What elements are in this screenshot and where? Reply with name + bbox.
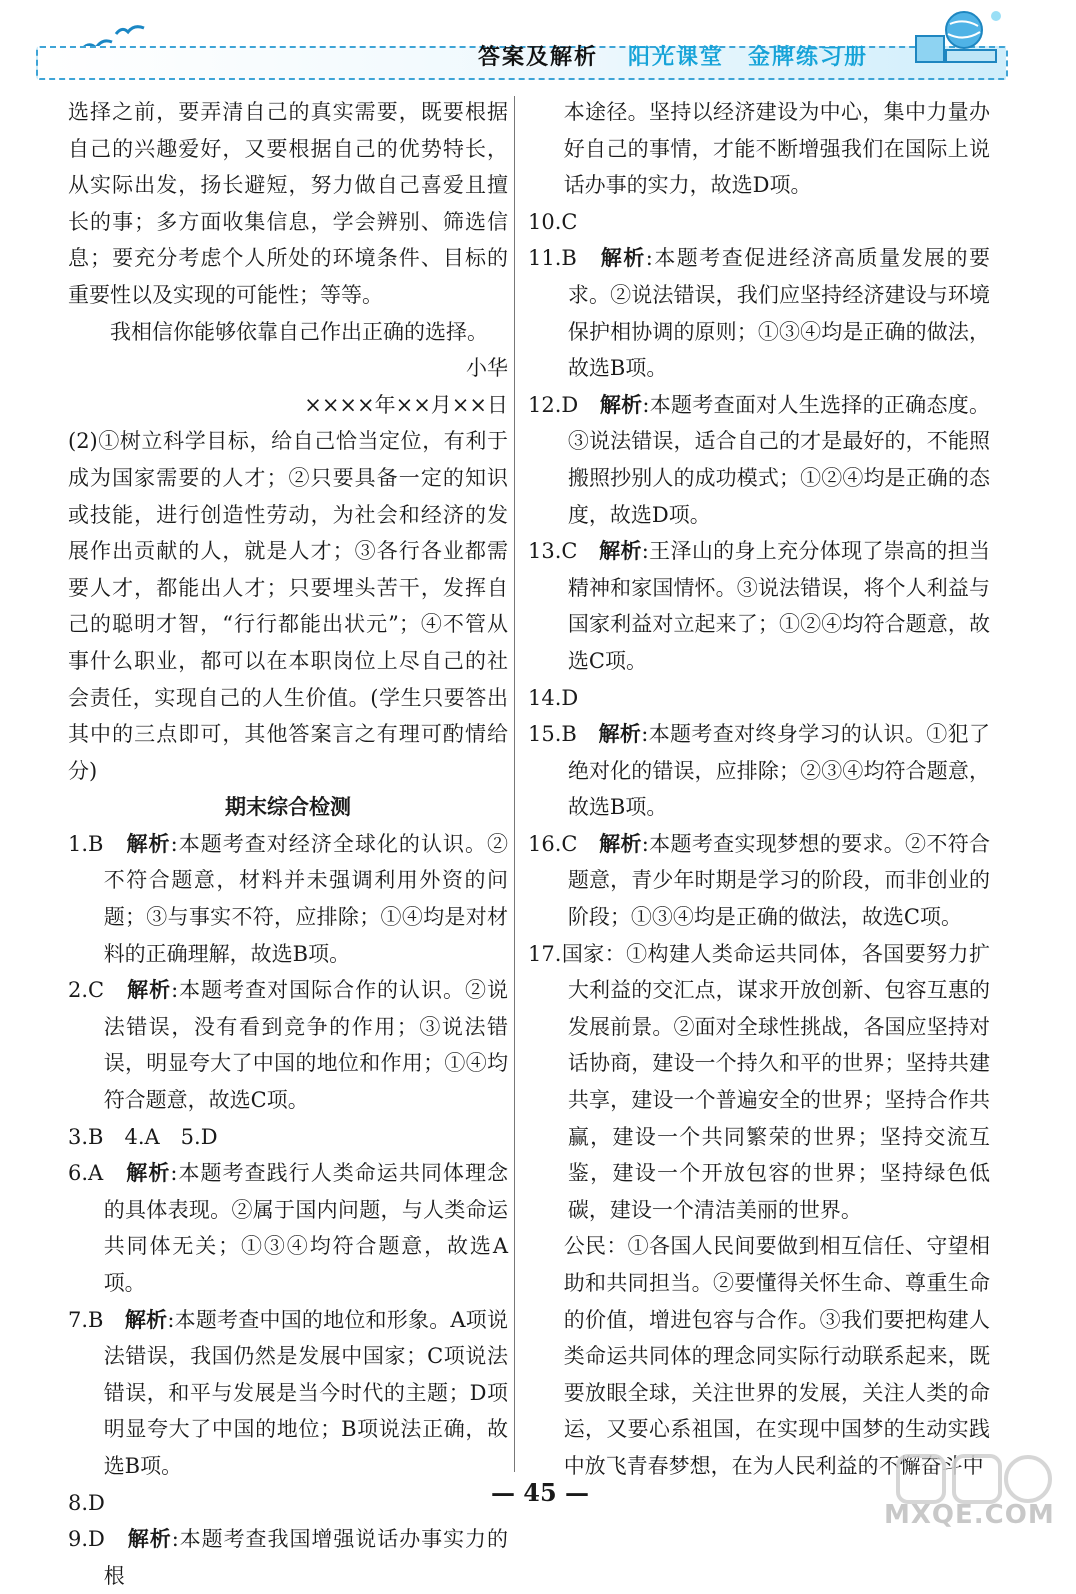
header-brand: 阳光课堂 金牌练习册 bbox=[628, 45, 869, 70]
answer-item: 13.C 解析:王泽山的身上充分体现了崇高的担当精神和家国情怀。③说法错误，将个人利益与国家利益对立起来了；①②④均符合题意，故选C项。 bbox=[528, 538, 991, 673]
answer-item: 12.D 解析:本题考查面对人生选择的正确态度。③说法错误，适合自己的才是最好的，不能照搬照抄别人的成功模式；①②④均是正确的态度，故选D项。 bbox=[528, 391, 991, 527]
section-title: 期末综合检测 bbox=[225, 795, 351, 820]
answer-item: 6.A 解析:本题考查践行人类命运共同体理念的具体表现。②属于国内问题，与人类命运共同体无关；①③④均符合题意，故选A项。 bbox=[68, 1160, 509, 1295]
header-title: 答案及解析 bbox=[478, 45, 599, 70]
answer-continuation: 本途径。坚持以经济建设为中心，集中力量办好自己的事情，才能不断增强我们在国际上说话办事的实力，故选D项。 bbox=[563, 100, 990, 198]
column-divider bbox=[514, 96, 515, 1472]
answer-item-17-country: 17.国家：①构建人类命运共同体，各国要努力扩大利益的交汇点，谋求开放创新、包容互惠的发展前景。②面对全球性挑战，各国应坚持对话协商，建设一个持久和平的世界；坚持共建共享，建设一个普遍安全的世界；坚持合作共赢，建设一个共同繁荣的世界；坚持交流互鉴，建设一个开放包容的世界；坚持绿色低碳，建设一个清洁美丽的世界。 bbox=[528, 941, 990, 1222]
page-header bbox=[0, 0, 1076, 92]
watermark-text: MXQE.COM bbox=[884, 1500, 1055, 1530]
answer-item: 11.B 解析:本题考查促进经济高质量发展的要求。②说法错误，我们应坚持经济建设与环境保护相协调的原则；①③④均是正确的做法，故选B项。 bbox=[528, 245, 991, 381]
answer-item: 15.B 解析:本题考查对终身学习的认识。①犯了绝对化的错误，应排除；②③④均符合题意，故选B项。 bbox=[528, 721, 991, 820]
right-column bbox=[528, 94, 990, 1485]
answer-item: 9.D 解析:本题考查我国增强说话办事实力的根 bbox=[68, 1526, 509, 1588]
answer-item: 7.B 解析:本题考查中国的地位和形象。A项说法错误，我国仍然是发展中国家；C项说法错误，和平与发展是当今时代的主题；D项明显夸大了中国的地位；B项说法正确，故选B项。 bbox=[68, 1306, 509, 1478]
page-number: — 45 — bbox=[490, 1478, 590, 1507]
answer-item: 10.C bbox=[528, 209, 578, 234]
left-column bbox=[68, 94, 508, 1594]
answer-item: 8.D bbox=[68, 1490, 105, 1515]
answer-item-17-citizen: 公民：①各国人民间要做到相互信任、守望相助和共同担当。②要懂得关怀生命、尊重生命的价值，增进包容与合作。③我们要把构建人类命运共同体的理念同实际行动联系起来，既要放眼全球，关注世界的发展，关注人类的命运，又要心系祖国，在实现中国梦的生动实践中放飞青春梦想，在为人民利益的不懈奋斗中 bbox=[563, 1234, 990, 1478]
globe-icon bbox=[906, 6, 1006, 68]
answer-item: 14.D bbox=[528, 685, 579, 710]
essay-closing: 我相信你能够依靠自己作出正确的选择。 bbox=[110, 319, 488, 344]
essay-signature: 小华 bbox=[466, 356, 508, 381]
essay-paragraph: 选择之前，要弄清自己的真实需要，既要根据自己的兴趣爱好，又要根据自己的优势特长，从实际出发，扬长避短，努力做自己喜爱且擅长的事；多方面收集信息，学会辨别、筛选信息；要充分考虑个人所处的环境条件、目标的重要性以及实现的可能性；等等。 bbox=[68, 100, 508, 307]
answer-item: 16.C 解析:本题考查实现梦想的要求。②不符合题意，青少年时期是学习的阶段，而非创业的阶段；①③④均是正确的做法，故选C项。 bbox=[528, 830, 991, 930]
answer-item: 3.B 4.A 5.D bbox=[68, 1124, 218, 1149]
answer-item: 1.B 解析:本题考查对经济全球化的认识。②不符合题意，材料并未强调利用外资的问题；③与事实不符，应排除；①④均是对材料的正确理解，故选B项。 bbox=[68, 830, 509, 966]
essay-date: ××××年××月××日 bbox=[304, 392, 508, 417]
answer-part-2: (2)①树立科学目标，给自己恰当定位，有利于成为国家需要的人才；②只要具备一定的知识或技能，进行创造性劳动，为社会和经济的发展作出贡献的人，就是人才；③各行各业都需要人才，都能出人才；只要埋头苦干，发挥自己的聪明才智，“行行都能出状元”；④不管从事什么职业，都可以在本职岗位上尽自己的社会责任，实现自己的人生价值。(学生只要答出其中的三点即可，其他答案言之有理可酌情给分) bbox=[68, 429, 508, 783]
answer-item: 2.C 解析:本题考查对国际合作的认识。②说法错误，没有看到竞争的作用；③说法错误，明显夸大了中国的地位和作用；①④均符合题意，故选C项。 bbox=[68, 977, 509, 1113]
